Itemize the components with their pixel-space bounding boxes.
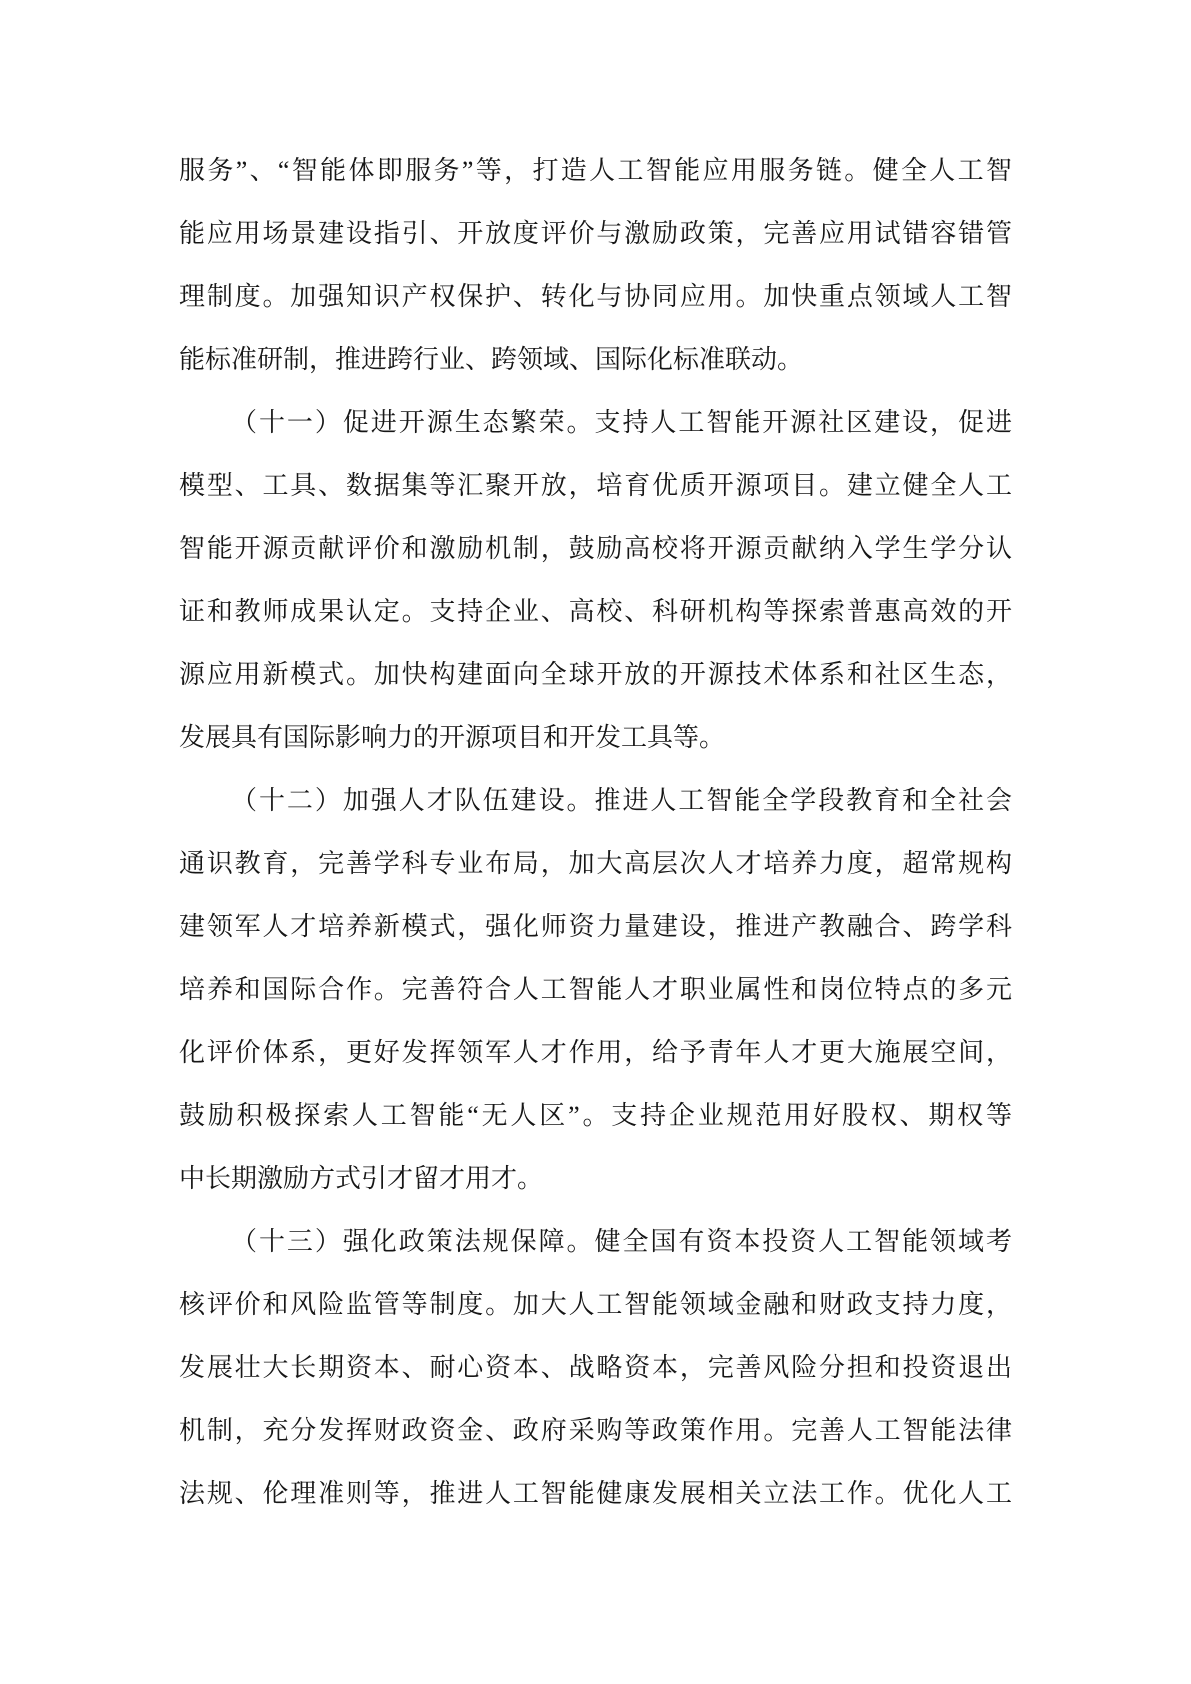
paragraph-item-13 xyxy=(179,1210,1012,1525)
text-line: 核评价和风险监管等制度。加大人工智能领域金融和财政支持力度， xyxy=(179,1290,1012,1319)
text-line: 证和教师成果认定。支持企业、高校、科研机构等探索普惠高效的开 xyxy=(179,597,1012,626)
text-line: 中长期激励方式引才留才用才。 xyxy=(179,1164,544,1193)
text-line: （十三）强化政策法规保障。健全国有资本投资人工智能领域考 xyxy=(231,1227,1012,1256)
text-line: 理制度。加强知识产权保护、转化与协同应用。加快重点领域人工智 xyxy=(179,282,1012,311)
text-line: 发展具有国际影响力的开源项目和开发工具等。 xyxy=(179,723,726,752)
paragraph-item-11 xyxy=(179,391,1012,769)
text-line: 发展壮大长期资本、耐心资本、战略资本，完善风险分担和投资退出 xyxy=(179,1353,1012,1382)
document-body xyxy=(179,139,1012,1525)
text-line: （十一）促进开源生态繁荣。支持人工智能开源社区建设，促进 xyxy=(231,408,1012,437)
text-line: 机制，充分发挥财政资金、政府采购等政策作用。完善人工智能法律 xyxy=(179,1416,1012,1445)
text-line: 化评价体系，更好发挥领军人才作用，给予青年人才更大施展空间， xyxy=(179,1038,1012,1067)
text-line: 法规、伦理准则等，推进人工智能健康发展相关立法工作。优化人工 xyxy=(179,1479,1012,1508)
text-line: （十二）加强人才队伍建设。推进人工智能全学段教育和全社会 xyxy=(231,786,1012,815)
text-line: 服务”、“智能体即服务”等，打造人工智能应用服务链。健全人工智 xyxy=(179,156,1012,185)
text-line: 智能开源贡献评价和激励机制，鼓励高校将开源贡献纳入学生学分认 xyxy=(179,534,1012,563)
text-line: 能应用场景建设指引、开放度评价与激励政策，完善应用试错容错管 xyxy=(179,219,1012,248)
text-line: 通识教育，完善学科专业布局，加大高层次人才培养力度，超常规构 xyxy=(179,849,1012,878)
text-line: 模型、工具、数据集等汇聚开放，培育优质开源项目。建立健全人工 xyxy=(179,471,1012,500)
text-line: 源应用新模式。加快构建面向全球开放的开源技术体系和社区生态， xyxy=(179,660,1012,689)
text-line: 培养和国际合作。完善符合人工智能人才职业属性和岗位特点的多元 xyxy=(179,975,1012,1004)
text-line: 建领军人才培养新模式，强化师资力量建设，推进产教融合、跨学科 xyxy=(179,912,1012,941)
paragraph-continuation xyxy=(179,139,1012,391)
paragraph-item-12 xyxy=(179,769,1012,1210)
text-line: 能标准研制，推进跨行业、跨领域、国际化标准联动。 xyxy=(179,345,804,374)
text-line: 鼓励积极探索人工智能“无人区”。支持企业规范用好股权、期权等 xyxy=(179,1101,1012,1130)
